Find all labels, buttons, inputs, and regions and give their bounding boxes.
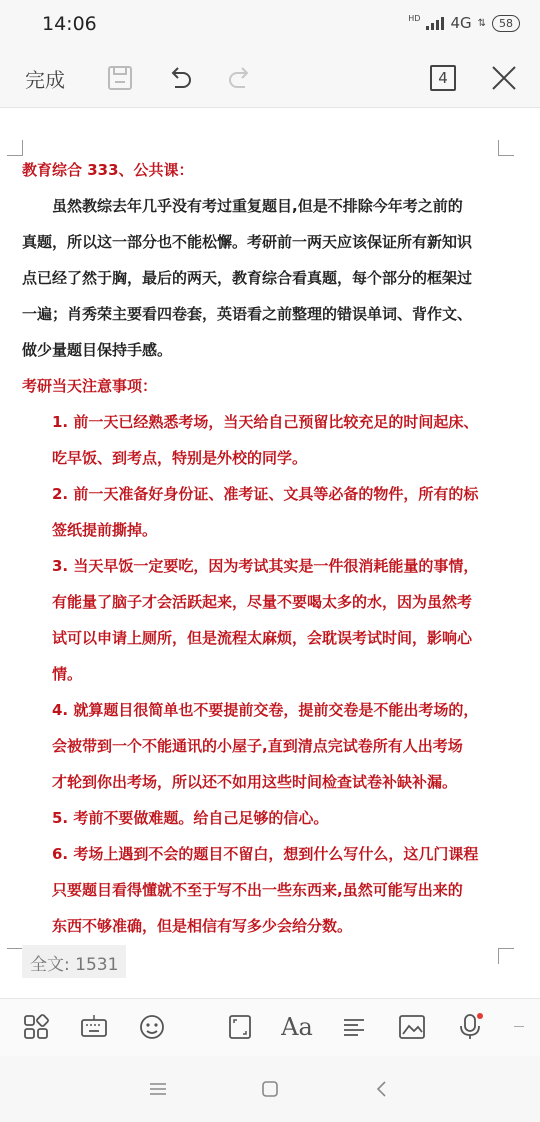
document-line: 1. 前一天已经熟悉考场，当天给自己预留比较充足的时间起床、 [52, 413, 479, 431]
emoji-icon[interactable] [136, 1011, 168, 1043]
document-line: 做少量题目保持手感。 [22, 341, 173, 359]
save-icon[interactable] [102, 60, 138, 96]
fullscreen-icon[interactable] [224, 1011, 256, 1043]
toolbar-more-hint [514, 1026, 524, 1027]
bottom-toolbar [0, 998, 540, 1056]
microphone-icon[interactable] [454, 1011, 486, 1043]
status-indicators [408, 14, 520, 32]
document-line: 签纸提前撕掉。 [52, 521, 158, 539]
status-bar [0, 0, 540, 48]
signal-icon [426, 16, 444, 30]
editor-toolbar [0, 48, 540, 108]
document-line: 一遍；肖秀荣主要看四卷套，英语看之前整理的错误单词、背作文、 [22, 305, 473, 323]
margin-corner-mark [498, 140, 514, 156]
margin-corner-mark [498, 948, 514, 964]
document-line: 虽然教综去年几乎没有考过重复题目,但是不排除今年考之前的 [52, 197, 463, 215]
align-icon[interactable] [338, 1011, 370, 1043]
undo-icon[interactable] [162, 60, 198, 96]
document-body[interactable] [22, 152, 500, 944]
document-line: 3. 当天早饭一定要吃，因为考试其实是一件很消耗能量的事情， [52, 557, 479, 575]
apps-icon[interactable] [20, 1011, 52, 1043]
document-line: 4. 就算题目很简单也不要提前交卷，提前交卷是不能出考场的， [52, 701, 479, 719]
hd-indicator: HD [408, 14, 421, 23]
data-arrows-icon: ⇅ [477, 17, 486, 29]
home-icon[interactable] [258, 1077, 282, 1101]
document-line: 会被带到一个不能通讯的小屋子,直到清点完试卷所有人出考场 [52, 737, 463, 755]
document-line: 试可以申请上厕所，但是流程太麻烦，会耽误考试时间，影响心 [52, 629, 473, 647]
document-line: 才轮到你出考场，所以还不如用这些时间检查试卷补缺补漏。 [52, 773, 458, 791]
page-count-button[interactable] [425, 60, 461, 96]
page-count: 4 [430, 65, 456, 91]
back-icon[interactable] [370, 1077, 394, 1101]
document-line: 真题，所以这一部分也不能松懈。考研前一两天应该保证所有新知识 [22, 233, 473, 251]
done-button[interactable]: 完成 [25, 68, 65, 92]
document-line: 5. 考前不要做难题。给自己足够的信心。 [52, 809, 329, 827]
margin-corner-mark [7, 948, 23, 964]
status-time: 14:06 [42, 13, 97, 35]
document-line: 只要题目看得懂就不至于写不出一些东西来,虽然可能写出来的 [52, 881, 463, 899]
document-line: 有能量了脑子才会活跃起来，尽量不要喝太多的水，因为虽然考 [52, 593, 473, 611]
close-icon[interactable] [486, 60, 522, 96]
document-line: 考研当天注意事项： [22, 377, 158, 395]
battery-icon: 58 [492, 15, 520, 32]
redo-icon[interactable] [222, 60, 258, 96]
word-count-badge: 全文: 1531 [22, 945, 126, 978]
menu-icon[interactable] [146, 1077, 170, 1101]
system-nav-bar [0, 1056, 540, 1122]
network-type: 4G [450, 14, 472, 32]
image-icon[interactable] [396, 1011, 428, 1043]
document-line: 吃早饭、到考点，特别是外校的同学。 [52, 449, 308, 467]
document-line: 教育综合 333、公共课： [22, 161, 194, 179]
document-line: 点已经了然于胸，最后的两天，教育综合看真题，每个部分的框架过 [22, 269, 473, 287]
margin-corner-mark [7, 140, 23, 156]
document-page[interactable] [0, 108, 540, 998]
document-line: 东西不够准确，但是相信有写多少会给分数。 [52, 917, 353, 935]
keyboard-icon[interactable] [78, 1011, 110, 1043]
document-line: 6. 考场上遇到不会的题目不留白，想到什么写什么，这几门课程 [52, 845, 479, 863]
document-line: 情。 [52, 665, 83, 683]
document-line: 2. 前一天准备好身份证、准考证、文具等必备的物件，所有的标 [52, 485, 479, 503]
text-format-icon[interactable]: Aa [281, 1013, 313, 1041]
